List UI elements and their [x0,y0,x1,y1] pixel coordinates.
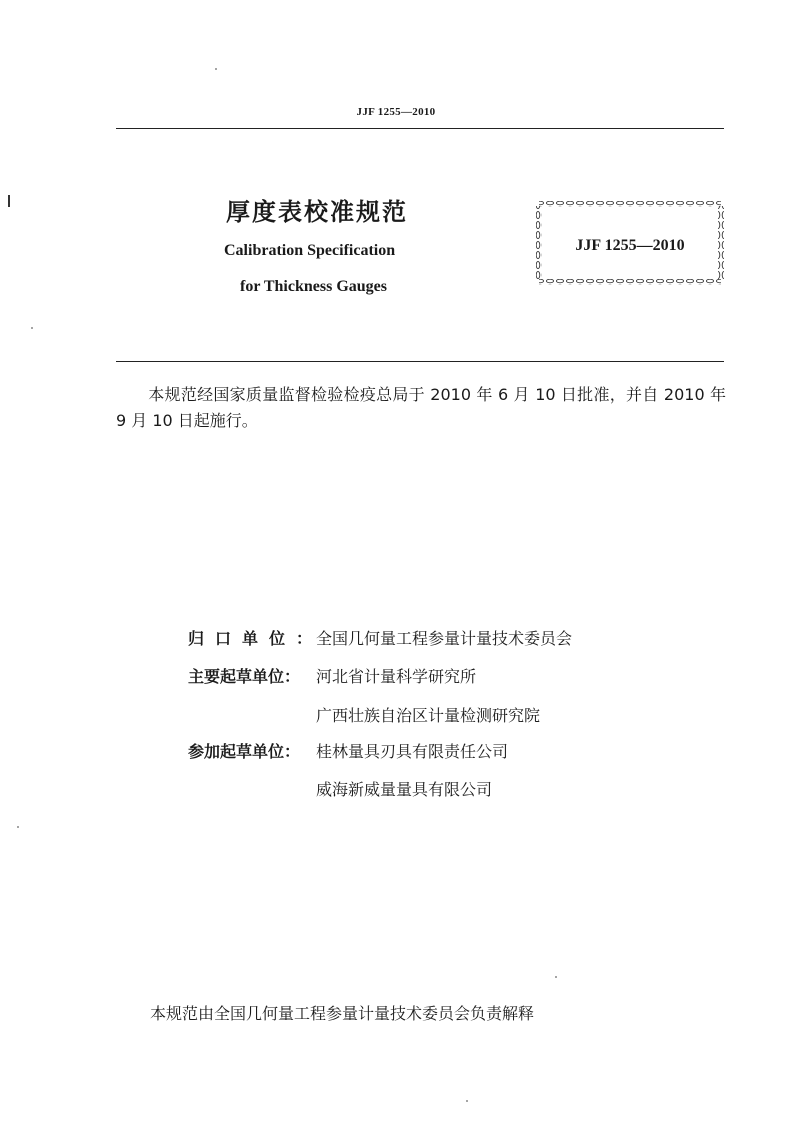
participating-value: 威海新威量量具有限公司 [316,780,493,799]
scan-speck [215,68,217,70]
scan-speck [555,976,557,978]
title-chinese: 厚度表校准规范 [226,198,408,226]
header-rule [116,128,724,129]
title-english-line2: for Thickness Gauges [240,278,387,295]
main-drafting-value: 广西壮族自治区计量检测研究院 [316,706,541,725]
interpretation-note: 本规范由全国几何量工程参量计量技术委员会负责解释 [150,1004,535,1023]
participating-row [188,777,492,800]
header-code: JJF 1255—2010 [356,106,436,118]
title-rule [116,361,724,362]
scan-speck [31,327,33,329]
participating-value: 桂林量具刃具有限责任公司 [316,742,509,761]
responsible-unit-value: 全国几何量工程参量计量技术委员会 [316,629,573,648]
scan-speck [466,1100,468,1102]
scan-mark [8,195,10,207]
stamp-code: JJF 1255—2010 [575,237,685,254]
responsible-unit-label: 归口单位： [188,629,324,648]
approval-text: 本规范经国家质量监督检验检疫总局于 2010 年 6 月 10 日批准，并自 2010 年 9 月 10 日起施行。 [116,385,726,430]
responsible-unit-row [188,626,572,649]
main-drafting-row [188,703,540,726]
scan-speck [17,826,19,828]
participating-row [188,739,508,762]
title-english-line1: Calibration Specification [224,242,396,259]
main-drafting-row [188,664,476,687]
approval-paragraph [116,382,726,434]
main-drafting-value: 河北省计量科学研究所 [316,667,477,686]
main-drafting-label: 主要起草单位： [188,667,301,686]
participating-label: 参加起草单位： [188,742,301,761]
